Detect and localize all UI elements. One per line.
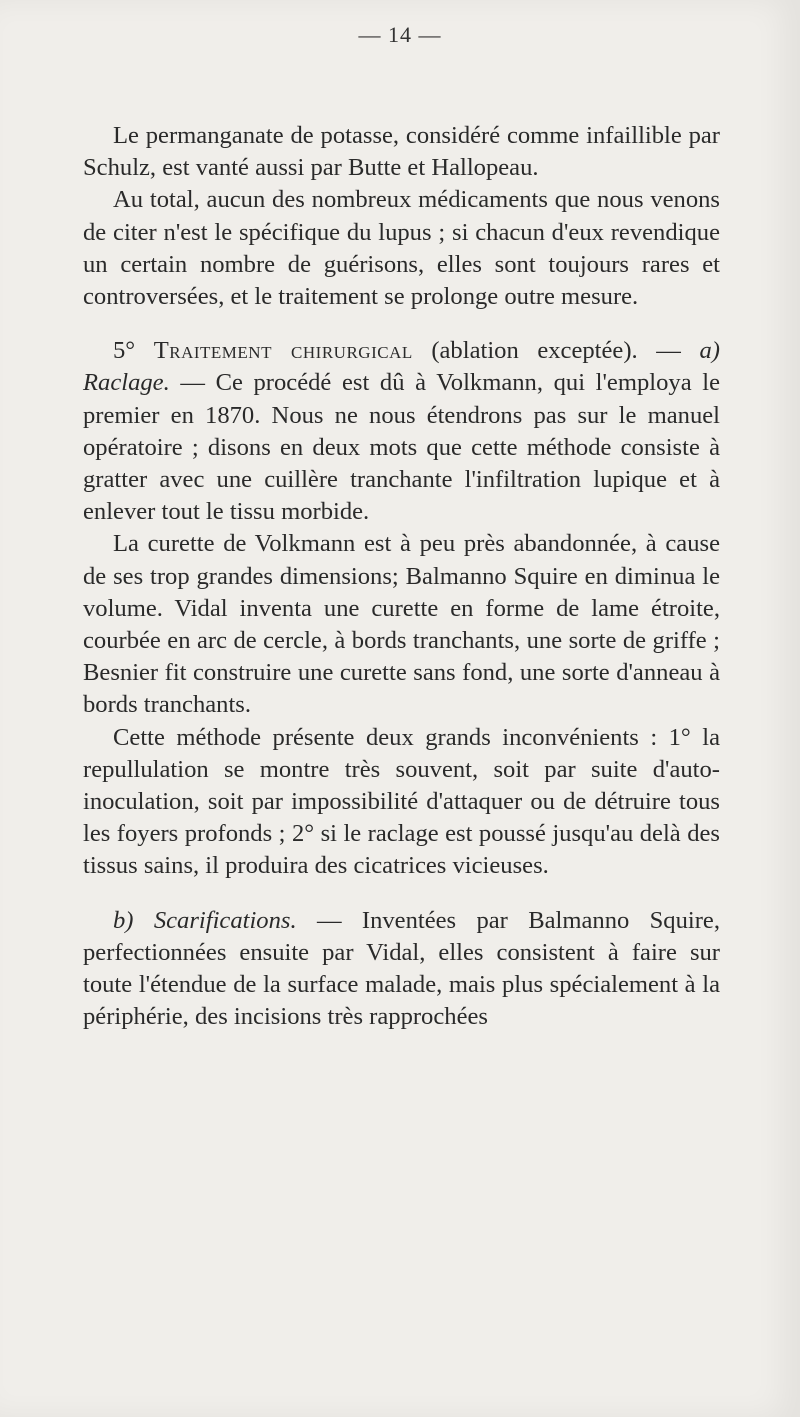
subsection-label: a): [699, 337, 720, 365]
paragraph-text: Au total, aucun des nombreux médicaments que nous venons de citer n'est le spécifique du lupus ; si chacun d'eux revendique un certain nombre de guérisons, elles sont toujours rares et controversées, et le traitement se prolonge outre mesure.: [83, 186, 720, 311]
section-number: 5°: [113, 337, 136, 365]
subsection-label: b): [113, 906, 134, 934]
paragraph-inconvenients: [83, 722, 720, 883]
paragraph-text: Le permanganate de potasse, considéré comme infaillible par Schulz, est vanté aussi par Butte et Hallopeau.: [83, 122, 720, 182]
subsection-title: Scarifications.: [153, 906, 297, 934]
paragraph-scarifications: [83, 905, 720, 1034]
paragraph-text: La curette de Volkmann est à peu près abandonnée, à cause de ses trop grandes dimensions; Balmanno Squire en diminua le volume. Vidal inventa une curette en forme de lame étroite, courbée en arc de cercle, à bords tranchants, une sorte de griffe ; Besnier fit construire une curette sans fond, une sorte d'anneau à bords tranchants.: [83, 530, 720, 719]
paragraph-traitement-chirurgical: [83, 335, 720, 528]
page-number: — 14 —: [358, 22, 442, 47]
paragraph-text: — Ce procédé est dû à Volkmann, qui l'employa le premier en 1870. Nous ne nous étendrons pas sur le manuel opératoire ; disons en deux mots que cette méthode consiste à gratter avec une cuillère tranchante l'infiltration lupique et à enlever tout le tissu morbide.: [83, 369, 720, 526]
section-heading: Traitement chirurgical: [153, 337, 413, 365]
paragraph-curette: [83, 528, 720, 721]
paragraph-text: Cette méthode présente deux grands inconvénients : 1° la repullulation se montre très souvent, soit par suite d'auto-inoculation, soit par impossibilité d'attaquer ou de détruire tous les foyers profonds ; 2° si le raclage est poussé jusqu'au delà des tissus sains, il produira des cicatrices vicieuses.: [83, 723, 720, 880]
body-text: [83, 120, 720, 1033]
subsection-title: Raclage.: [83, 369, 170, 397]
paragraph-permanganate: [83, 120, 720, 184]
paragraph-text: — Inventées par Balmanno Squire, perfectionnées ensuite par Vidal, elles consistent à faire sur toute l'étendue de la surface malade, mais plus spécialement à la périphérie, des incisions très rapprochées: [83, 906, 720, 1031]
paragraph-au-total: [83, 184, 720, 313]
section-heading-paren: (ablation exceptée). —: [431, 337, 681, 365]
